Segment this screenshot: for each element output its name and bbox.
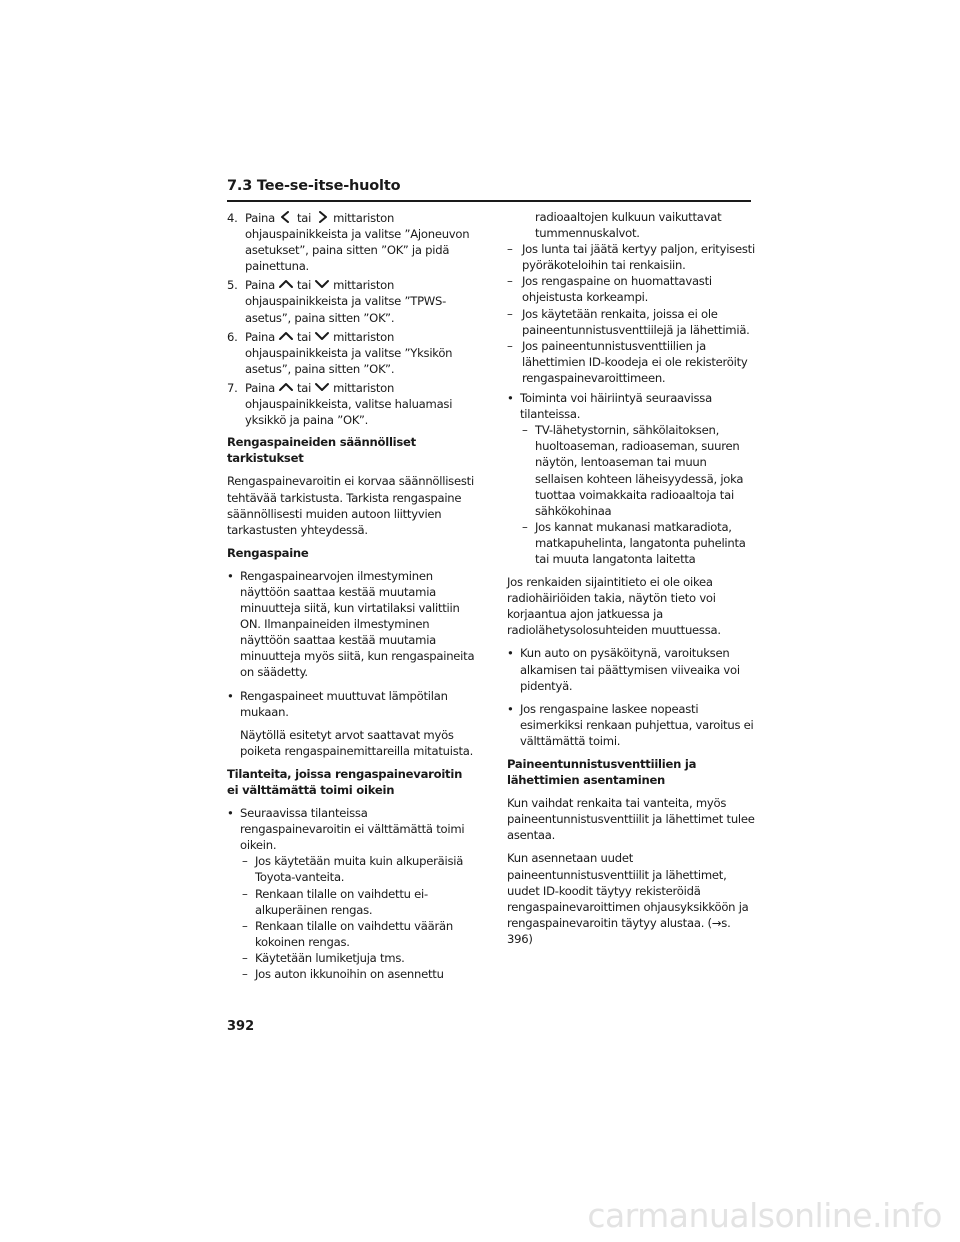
step-text: Paina: [245, 329, 275, 344]
chevron-right-icon: [314, 211, 330, 223]
dash-mark: –: [507, 338, 513, 353]
dash-item: [227, 918, 475, 950]
step-text: Paina: [245, 278, 275, 293]
dash-text: Renkaan tilalle on vaihdettu ei-alkuperäinen rengas.: [255, 886, 428, 917]
dash-mark: –: [522, 423, 528, 438]
dash-text: Jos kannat mukanasi matkaradiota, matkapuhelinta, langatonta puhelinta tai muuta langatonta laitetta: [535, 519, 746, 566]
step-number: 5.: [227, 278, 238, 293]
step-text: tai: [297, 329, 312, 344]
bullet-text: Toiminta voi häiriintyä seuraavissa tilanteissa.: [520, 391, 712, 422]
section-title: 7.3 Tee-se-itse-huolto: [227, 178, 401, 194]
dash-item: [507, 241, 755, 273]
bullet-text: Jos rengaspaine laskee nopeasti esimerkiksi renkaan puhjettua, varoitus ei välttämättä toimi.: [520, 701, 754, 748]
step-text: mittariston: [333, 278, 395, 293]
step-text: mittariston: [333, 380, 395, 395]
bullet-temperature: [227, 688, 475, 759]
dash-list: [507, 422, 755, 567]
dash-mark: –: [507, 242, 513, 257]
paragraph-installation-1: Kun vaihdat renkaita tai vanteita, myös paineentunnistusventtiilit ja lähettimet tulee asentaa.: [507, 796, 755, 843]
bullet-mark: •: [507, 391, 514, 406]
dash-mark: –: [242, 918, 248, 933]
step-text: Paina: [245, 211, 275, 225]
paragraph-location: Jos renkaiden sijaintitieto ei ole oikea radiohäiriöiden takia, näytön tieto voi korjaantua ajon jatkuessa ja radiolähetysolosuhteiden muuttuessa.: [507, 575, 721, 638]
dash-item: [507, 519, 755, 567]
dash-mark: –: [522, 519, 528, 534]
dash-text: Jos käytetään muita kuin alkuperäisiä Toyota-vanteita.: [255, 854, 464, 885]
step-text: ohjauspainikkeista ja valitse ”Ajoneuvon asetukset”, paina sitten ”OK” ja pidä painettuna.: [245, 227, 470, 274]
header-rule: [227, 200, 751, 202]
dash-item: [507, 306, 755, 338]
dash-mark: –: [242, 886, 248, 901]
dash-mark: –: [507, 306, 513, 321]
dash-item: [507, 422, 755, 519]
bullet-text: Rengaspainearvojen ilmestyminen näyttöön saattaa kestää muutamia minuutteja siitä, kun virtatilaksi valittiin ON. Ilmanpaineiden ilmestyminen näyttöön saattaa kestää muutamia minuutteja myös siitä, kun rengaspaineita on säädetty.: [240, 568, 475, 680]
bullet-text: Rengaspaineet muuttuvat lämpötilan mukaan.: [240, 688, 448, 719]
step-text: tai: [297, 211, 312, 225]
paragraph-installation-2: Kun asennetaan uudet paineentunnistusventtiilit ja lähettimet, uudet ID-koodit täytyy rekisteröidä rengaspainevaroittimen ohjausyksikköön ja rengaspainevaroitin täytyy alustaa. (→s. 396): [507, 851, 749, 946]
step-text: ohjauspainikkeista ja valitse ”TPWS-asetus”, paina sitten ”OK”.: [245, 294, 447, 325]
dash-mark: –: [242, 950, 248, 965]
bullet-situations: [227, 805, 475, 853]
dash-list: [227, 853, 475, 982]
step-text: mittariston: [333, 329, 395, 344]
dash-text: Renkaan tilalle on vaihdettu väärän kokoinen rengas.: [255, 918, 453, 949]
dash-mark: –: [507, 274, 513, 289]
step-item: [227, 380, 475, 428]
dash-text: Käytetään lumiketjuja tms.: [255, 950, 405, 965]
dash-item: [227, 966, 475, 982]
bullet-text: Seuraavissa tilanteissa rengaspainevaroitin ei välttämättä toimi oikein.: [240, 806, 465, 853]
step-text: tai: [297, 380, 312, 395]
step-text: ohjauspainikkeista, valitse haluamasi yksikkö ja paina ”OK”.: [245, 397, 453, 428]
dash-item: [507, 273, 755, 305]
chevron-down-icon: [314, 330, 330, 342]
dash-list: [507, 241, 755, 386]
chevron-down-icon: [314, 381, 330, 393]
left-column: [227, 210, 475, 982]
chevron-up-icon: [278, 278, 294, 290]
step-text: mittariston: [333, 211, 395, 225]
chevron-up-icon: [278, 330, 294, 342]
dash-item: [227, 853, 475, 885]
page-number: 392: [227, 1019, 255, 1034]
paragraph-regular-checks: Rengaspainevaroitin ei korvaa säännöllisesti tehtävää tarkistusta. Tarkista rengaspaine säännöllisesti muiden autoon liittyvien tarkastusten yhteydessä.: [227, 474, 474, 537]
step-number: 7.: [227, 380, 238, 395]
bullet-subparagraph: Näytöllä esitetyt arvot saattavat myös poiketa rengaspainemittareilla mitatuista.: [240, 727, 474, 758]
step-text: Paina: [245, 380, 275, 395]
heading-tire-pressure: Rengaspaine: [227, 545, 309, 560]
dash-text: Jos käytetään renkaita, joissa ei ole paineentunnistusventtiilejä ja lähettimiä.: [522, 306, 750, 337]
watermark: carmanualsonline.info: [587, 1196, 942, 1235]
bullet-mark: •: [227, 568, 234, 583]
dash-mark: –: [242, 854, 248, 869]
step-number: 6.: [227, 329, 238, 344]
chevron-up-icon: [278, 381, 294, 393]
bullet-mark: •: [507, 701, 514, 716]
dash-text: Jos auton ikkunoihin on asennettu: [255, 967, 444, 982]
right-column: [507, 209, 755, 954]
bullet-pressure-drop: [507, 701, 755, 749]
step-number: 4.: [227, 211, 238, 225]
dash-item: [227, 886, 475, 918]
step-text: ohjauspainikkeista ja valitse ”Yksikön asetus”, paina sitten ”OK”.: [245, 345, 453, 376]
heading-installation: Paineentunnistusventtiilien ja lähettimien asentaminen: [507, 757, 697, 788]
chevron-down-icon: [314, 278, 330, 290]
step-text: tai: [297, 278, 312, 293]
dash-item: [507, 338, 755, 386]
bullet-mark: •: [227, 806, 234, 821]
step-item: [227, 210, 475, 274]
bullet-mark: •: [227, 688, 234, 703]
step-list: [227, 210, 475, 428]
step-item: [227, 277, 475, 325]
bullet-text: Kun auto on pysäköitynä, varoituksen alkamisen tai päättymisen viiveaika voi pidentyä.: [520, 646, 740, 693]
bullet-radio-interference: [507, 390, 755, 422]
section-header: [227, 178, 751, 202]
dash-text: Jos paineentunnistusventtiilien ja lähettimien ID-koodeja ei ole rekisteröity rengaspainevaroittimeen.: [522, 338, 748, 385]
dash-continuation: radioaaltojen kulkuun vaikuttavat tummennuskalvot.: [535, 210, 722, 241]
step-item: [227, 329, 475, 377]
chevron-left-icon: [278, 211, 294, 223]
bullet-mark: •: [507, 646, 514, 661]
heading-situations: Tilanteita, joissa rengaspainevaroitin ei välttämättä toimi oikein: [227, 766, 463, 797]
dash-text: TV-lähetystornin, sähkölaitoksen, huoltoaseman, radioaseman, suuren näytön, lentoaseman tai muun sellaisen kohteen läheisyydessä, joka tuottaa voimakkaita radioaaltoja tai sähkökohinaa: [535, 423, 744, 518]
dash-text: Jos lunta tai jäätä kertyy paljon, erityisesti pyöräkoteloihin tai renkaisiin.: [522, 242, 755, 273]
bullet-pressure-display: [227, 568, 475, 681]
dash-text: Jos rengaspaine on huomattavasti ohjeistusta korkeampi.: [522, 274, 712, 305]
dash-mark: –: [242, 967, 248, 982]
dash-item: [227, 950, 475, 966]
bullet-parked: [507, 645, 755, 693]
heading-regular-checks: Rengaspaineiden säännölliset tarkistukset: [227, 435, 416, 466]
